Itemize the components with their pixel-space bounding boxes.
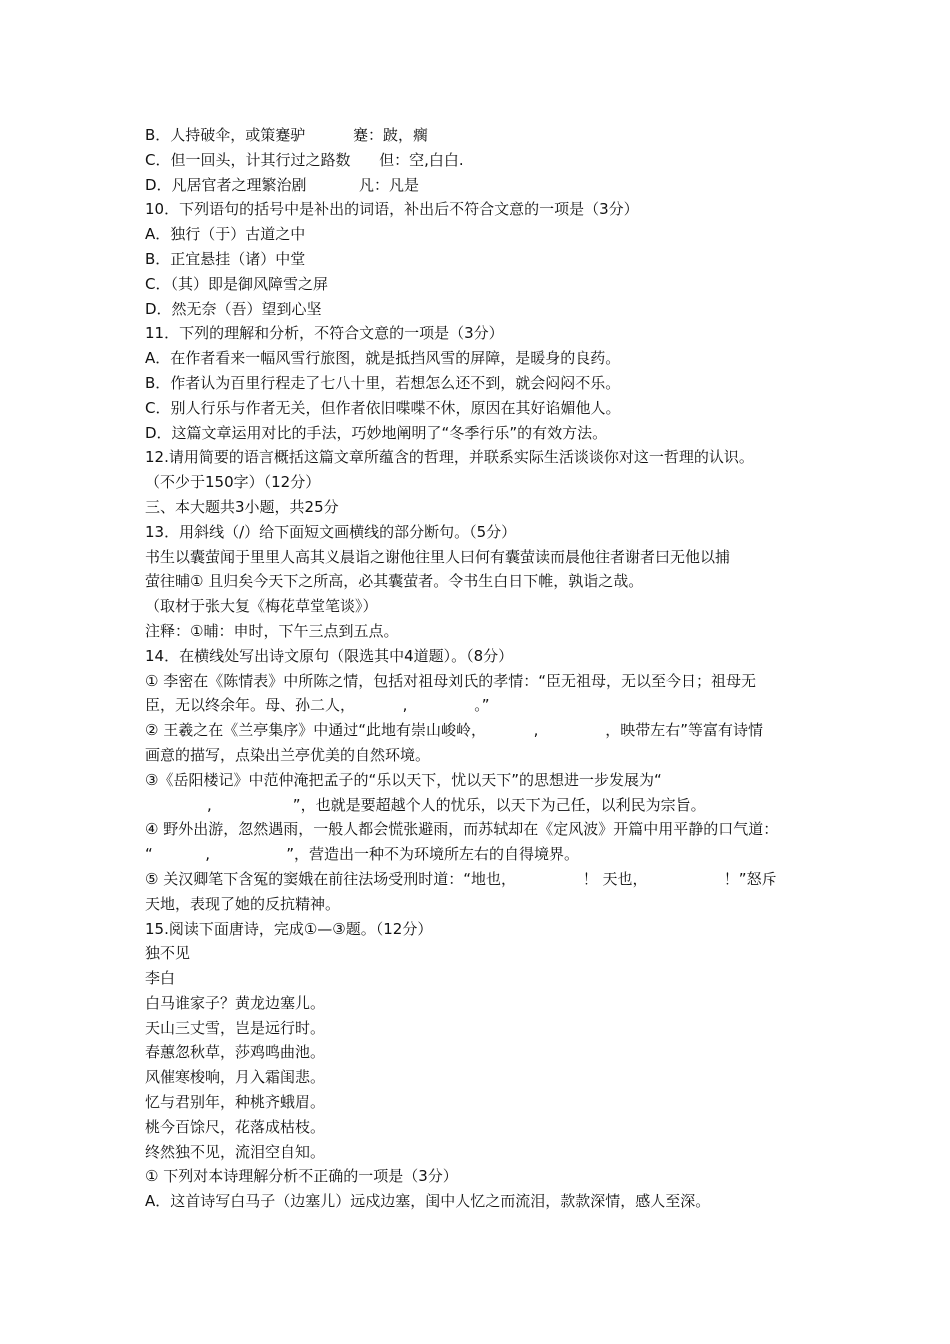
option-d-line: D．凡居官者之理繁治剧 凡：凡是	[145, 175, 420, 194]
option-c-line: C．但一回头，计其行过之路数 但：空,白白.	[145, 150, 464, 169]
poem-line-1: 白马谁家子？黄龙边塞儿。	[145, 993, 326, 1012]
poem-line-6: 桃今百馀尺，花落成枯枝。	[145, 1117, 326, 1136]
poem-line-3: 春蕙忽秋草，莎鸡鸣曲池。	[145, 1043, 326, 1062]
q14-item-5-cont: 天地，表现了她的反抗精神。	[145, 894, 341, 913]
q11-option-b: B．作者认为百里行程走了七八十里，若想怎么还不到，就会闷闷不乐。	[145, 373, 621, 392]
q14-item-3-cont: , ”，也就是要超越个人的忧乐，以天下为己任，以利民为宗旨。	[145, 795, 706, 814]
q13-source: （取材于张大复《梅花草堂笔谈》）	[145, 597, 378, 616]
question-14: 14．在横线处写出诗文原句（限选其中4道题）。（8分）	[145, 646, 514, 665]
document-body	[145, 123, 820, 1214]
section-3-heading: 三、本大题共3小题，共25分	[145, 497, 339, 516]
q10-option-c: C．（其）即是御风障雪之屏	[145, 274, 328, 293]
q13-note: 注释：①晡：申时，下午三点到五点。	[145, 621, 399, 640]
q14-item-1: ① 李密在《陈情表》中所陈之情，包括对祖母刘氏的孝情：“臣无祖母，无以至今日；祖母无	[145, 671, 756, 690]
poem-line-4: 风催寒梭响，月入霜闺悲。	[145, 1068, 326, 1087]
option-b-line: B．人持破伞，或策蹇驴 蹇：跛，瘸	[145, 126, 428, 144]
q11-option-a: A．在作者看来一幅风雪行旅图，就是抵挡风雪的屏障，是暖身的良药。	[145, 349, 621, 368]
question-13: 13．用斜线（/）给下面短文画横线的部分断句。（5分）	[145, 522, 517, 541]
poem-line-5: 忆与君别年，种桃齐蛾眉。	[145, 1093, 326, 1112]
q14-item-4: ④ 野外出游，忽然遇雨，一般人都会慌张避雨，而苏轼却在《定风波》开篇中用平静的口气道：	[145, 820, 779, 839]
q13-passage-line-2: 萤往晡① 且归矣今天下之所高，必其囊萤者。令书生白日下帷，孰诣之哉。	[145, 572, 644, 591]
q15-sub-1-option-a: A．这首诗写白马子（边塞儿）远戍边塞，闺中人忆之而流泪，款款深情，感人至深。	[145, 1192, 711, 1211]
question-11: 11．下列的理解和分析，不符合文意的一项是（3分）	[145, 324, 504, 343]
q10-option-a: A．独行（于）古道之中	[145, 225, 306, 244]
poem-line-2: 天山三丈雪，岂是远行时。	[145, 1018, 326, 1037]
poem-title: 独不见	[145, 944, 191, 963]
question-12-cont: （不少于150字）（12分）	[145, 473, 321, 492]
q15-sub-1: ① 下列对本诗理解分析不正确的一项是（3分）	[145, 1167, 458, 1186]
q14-item-4-cont: “ , ”，营造出一种不为环境所左右的自得境界。	[145, 845, 580, 864]
q14-item-2-cont: 画意的描写，点染出兰亭优美的自然环境。	[145, 745, 431, 764]
q14-item-2: ② 王羲之在《兰亭集序》中通过“此地有崇山峻岭， , ，映带左右”等富有诗情	[145, 721, 763, 740]
q13-passage-line-1: 书生以囊萤闻于里里人高其义晨诣之谢他往里人曰何有囊萤读而晨他往者谢者曰无他以捕	[145, 547, 731, 566]
question-15: 15.阅读下面唐诗，完成①—③题。（12分）	[145, 919, 433, 938]
poem-author: 李白	[145, 969, 176, 988]
q11-option-c: C．别人行乐与作者无关，但作者依旧喋喋不休，原因在其好谄媚他人。	[145, 398, 621, 417]
q11-option-d: D．这篇文章运用对比的手法，巧妙地阐明了“冬季行乐”的有效方法。	[145, 423, 608, 442]
q10-option-b: B．正宜悬挂（诸）中堂	[145, 249, 306, 268]
question-12: 12.请用简要的语言概括这篇文章所蕴含的哲理，并联系实际生活谈谈你对这一哲理的认识。	[145, 448, 754, 467]
question-10: 10．下列语句的括号中是补出的词语，补出后不符合文意的一项是（3分）	[145, 200, 639, 219]
poem-line-7: 终然独不见，流泪空自知。	[145, 1142, 326, 1161]
q14-item-1-cont: 臣，无以终余年。母、孙二人， , 。”	[145, 696, 490, 715]
q10-option-d: D．然无奈（吾）望到心坚	[145, 299, 322, 318]
q14-item-5: ⑤ 关汉卿笔下含冤的窦娥在前往法场受刑时道：“地也， ！ 天也， ！”怒斥	[145, 869, 777, 888]
q14-item-3: ③《岳阳楼记》中范仲淹把孟子的“乐以天下，忧以天下”的思想进一步发展为“	[145, 770, 662, 789]
